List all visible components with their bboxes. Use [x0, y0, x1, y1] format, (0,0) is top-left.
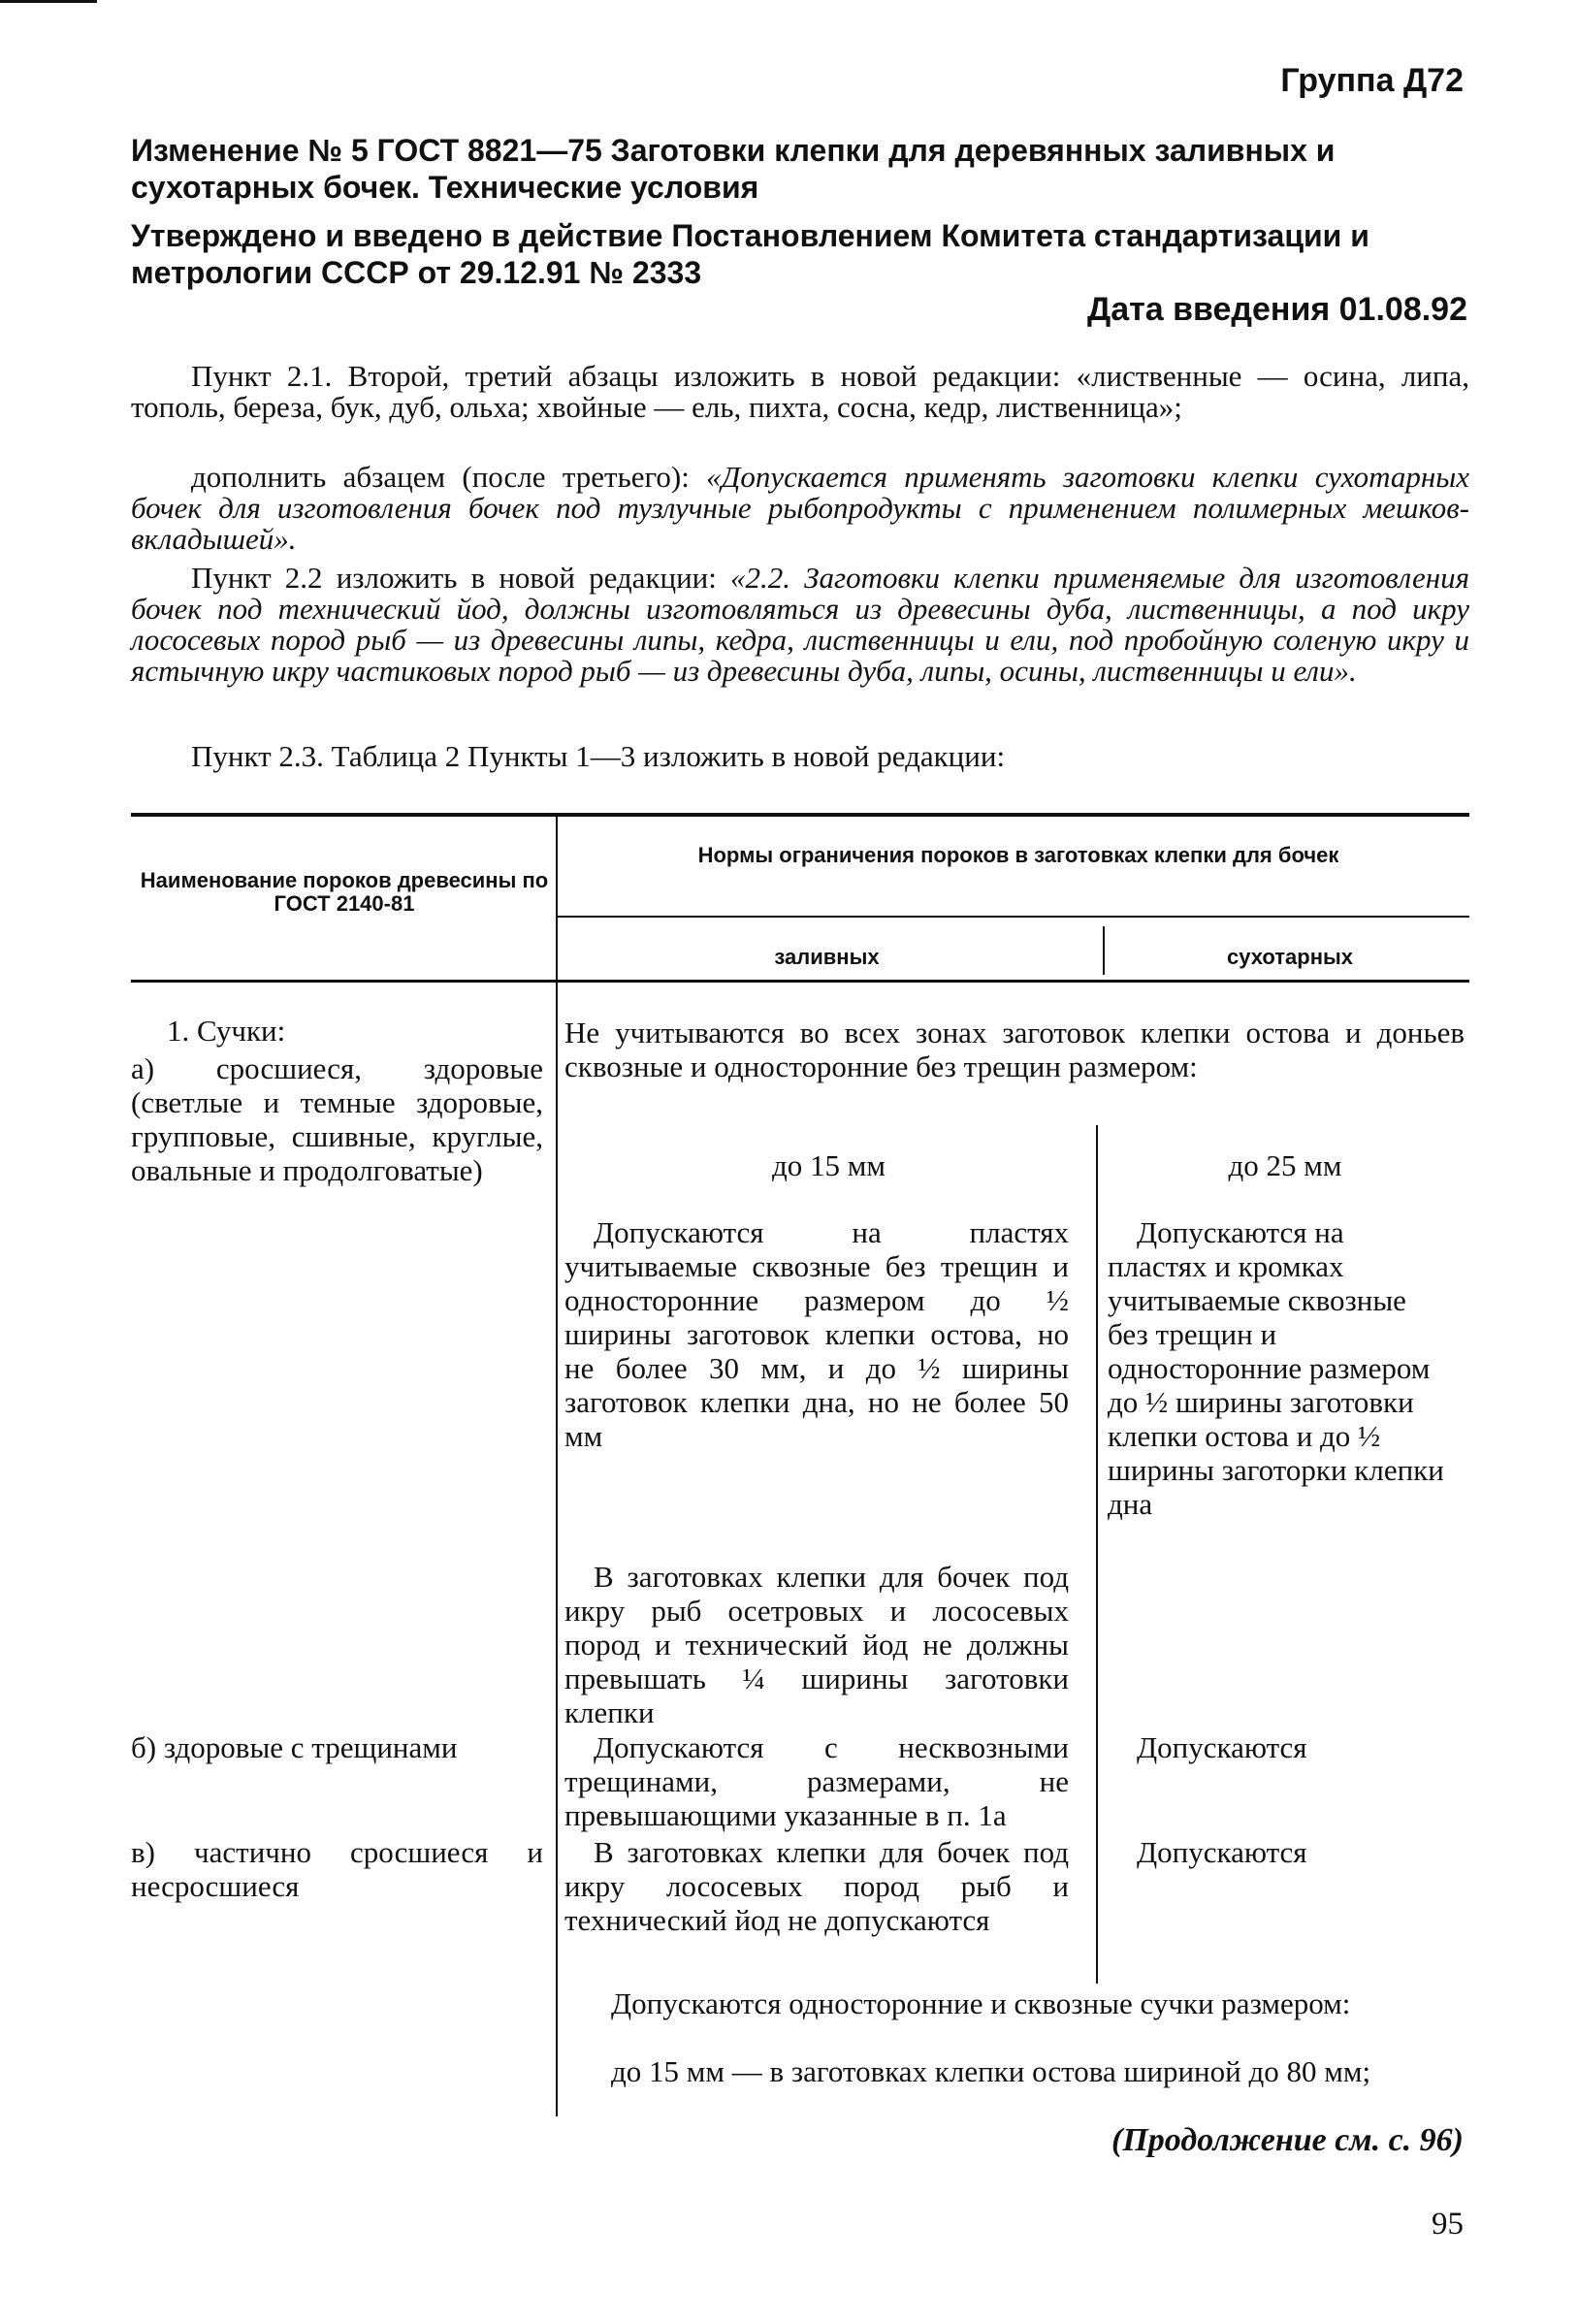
paragraph-2-2: [131, 563, 1469, 687]
page-number: 95: [1432, 2207, 1464, 2242]
paragraph-addition-quote: «Допускается применять заготовки клепки сухотарных бочек для изготовления бочек под тузлучные рыбопродукты с применением полимерных мешков-вкладышей».: [131, 460, 1469, 556]
row-knots-a-size-pouring: до 15 мм: [771, 1148, 886, 1182]
table-header-pouring: заливных: [774, 945, 880, 969]
table-column-divider-2: [1096, 1125, 1098, 1984]
table-subheader-rule: [558, 916, 1469, 918]
row-knots-v-pouring: В заготовках клепки для бочек под икру лососевых пород рыб и технический йод не допускаются: [564, 1835, 1069, 1937]
table-column-divider-1: [556, 817, 558, 2116]
group-code: Группа Д72: [1280, 62, 1464, 99]
row-knots-b-pouring: Допускаются с несквозными трещинами, размерами, не превышающими указанные в п. 1а: [564, 1730, 1069, 1832]
effective-date-value: 01.08.92: [1338, 291, 1467, 328]
row-knots-v-common: Допускаются односторонние и сквозные сучки размером:: [611, 1986, 1351, 2020]
row-knots-a-pouring-note: В заготовках клепки для бочек под икру рыб осетровых и лососевых пород и технический йод не должны превышать ¼ ширины заготовки клепки: [564, 1560, 1069, 1729]
row-knots-a-pouring: Допускаются на пластях учитываемые сквозные без трещин и односторонние размером до ½ ширины заготовок клепки остова, но не более 30 мм, и до ½ ширины заготовок клепки дна, но не более 50 мм: [564, 1215, 1069, 1453]
table-subheader-divider: [1103, 926, 1105, 975]
approval-statement: Утверждено и введено в действие Постановлением Комитета стандартизации и метрологии СССР от 29.12.91 № 2333: [131, 218, 1369, 290]
continued-note: (Продолжение см. с. 96): [1111, 2122, 1464, 2158]
date-underline: [0, 0, 97, 3]
table-header-bottom-rule: [131, 980, 1469, 983]
row-knots-b-dry: Допускаются: [1137, 1730, 1307, 1764]
row-knots-a-name: а) сросшиеся, здоровые (светлые и темные здоровые, групповые, сшивные, круглые, овальные и продолговатые): [131, 1051, 543, 1187]
row-knots-v-name: в) частично сросшиеся и несросшиеся: [131, 1835, 543, 1903]
paragraph-2-1: Пункт 2.1. Второй, третий абзацы изложить в новой редакции: «лиственные — осина, липа, тополь, береза, бук, дуб, ольха; хвойные — ель, пихта, сосна, кедр, лиственница»;: [131, 359, 1469, 424]
row-knots-title: 1. Сучки:: [167, 1014, 286, 1048]
row-knots-b-name: б) здоровые с трещинами: [131, 1730, 458, 1764]
paragraph-addition: [131, 462, 1469, 555]
paragraph-2-2-lead: Пункт 2.2 изложить в новой редакции:: [191, 561, 731, 595]
table-top-rule: [131, 813, 1469, 817]
row-knots-common-norm: Не учитываются во всех зонах заготовок клепки остова и доньев сквозные и односторонние без трещин размером:: [564, 1016, 1465, 1083]
table-header-norms: Нормы ограничения пороков в заготовках клепки для бочек: [697, 843, 1339, 867]
row-knots-v-dry: Допускаются: [1137, 1835, 1307, 1869]
paragraph-2-3: Пункт 2.3. Таблица 2 Пункты 1—3 изложить в новой редакции:: [191, 739, 1006, 773]
effective-date: [1087, 291, 1467, 329]
document-title: Изменение № 5 ГОСТ 8821—75 Заготовки клепки для деревянных заливных и сухотарных бочек. Технические условия: [131, 133, 1336, 205]
row-knots-v-common-size: до 15 мм — в заготовках клепки остова шириной до 80 мм;: [611, 2054, 1371, 2088]
row-knots-a-dry: Допускаются на пластях и кромках учитываемые сквозные без трещин и односторонние размером до ½ ширины заготовки клепки остова и до ½ ширины заготорки клепки дна: [1108, 1215, 1444, 1521]
table-header-defect-name: Наименование пороков древесины по ГОСТ 2140-81: [140, 868, 549, 916]
paragraph-addition-lead: дополнить абзацем (после третьего):: [191, 460, 707, 494]
table-header-dry: сухотарных: [1226, 945, 1354, 969]
effective-date-label: Дата введения: [1087, 291, 1331, 328]
row-knots-a-size-dry: до 25 мм: [1228, 1148, 1342, 1182]
paragraph-2-2-quote: «2.2. Заготовки клепки применяемые для изготовления бочек под технический йод, должны изготовляться из древесины дуба, лиственницы, а под икру лососевых пород рыб — из древесины липы, кедра, лиственницы и ели, под пробойную соленую икру и ястычную икру частиковых пород рыб — из древесины дуба, липы, осины, лиственницы и ели».: [131, 561, 1469, 688]
